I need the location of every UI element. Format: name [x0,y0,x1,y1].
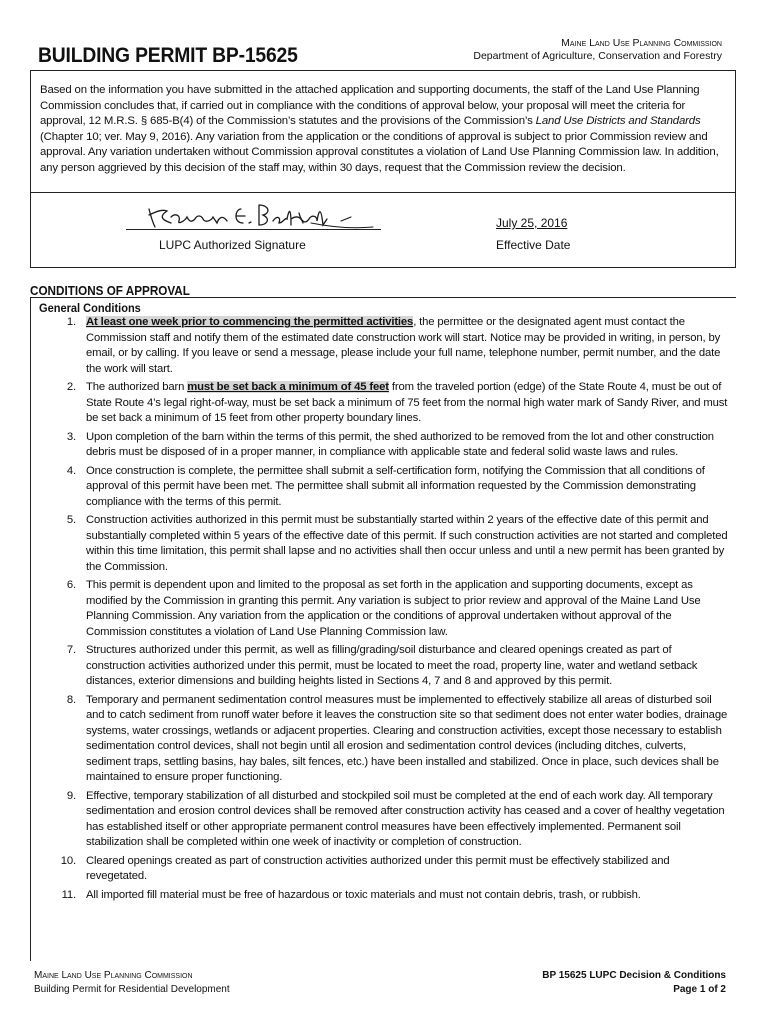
footer-subtitle: Building Permit for Residential Development [34,984,230,995]
decision-text-part: Based on the information you have submitted in the attached application and supporting documents, the staff of the Land Use Planning Commission concludes that, if carried out in compliance with the conditions of approval below, your proposal will meet the criteria for approval, 12 M.R.S. § 685-B(4) of the Commission’s statutes and the provisions of the Commission’s [40,84,700,128]
condition-item [31,693,731,786]
signature-label: LUPC Authorized Signature [159,238,306,252]
condition-number: 4. [66,464,76,477]
condition-item [31,578,731,640]
condition-item [31,888,731,904]
footer-doc-ref: BP 15625 LUPC Decision & Conditions [542,970,726,981]
condition-highlight: must be set back a minimum of 45 feet [187,381,389,393]
conditions-heading: CONDITIONS OF APPROVAL [30,283,190,298]
footer-agency: Maine Land Use Planning Commission [34,970,193,981]
condition-item [31,464,731,511]
condition-item [31,315,731,377]
condition-text: All imported fill material must be free of hazardous or toxic materials and must not contain debris, trash, or rubbish. [86,888,641,901]
condition-number: 10. [60,854,76,867]
conditions-section [30,297,736,961]
condition-text: Effective, temporary stabilization of all disturbed and stockpiled soil must be completed at the end of each work day. All temporary sedimentation and erosion control devices shall be removed after construction activity has ceased and a cover of healthy vegetation has established itself or other appropriate permanent control measures have been effectively implemented. Permanent soil stabilization shall be completed within one week of inactivity or completion of construction. [86,789,725,848]
condition-item [31,380,731,427]
condition-text: This permit is dependent upon and limited to the proposal as set forth in the application and supporting documents, except as modified by the Commission in granting this permit. Any variation is subject to prior review and approval of the Maine Land Use Planning Commission. Any variation from the application or the conditions of approval undertaken without approval of the Commission constitutes a violation of Land Use Planning Commission law. [86,579,701,638]
condition-number: 3. [66,430,76,443]
condition-number: 8. [66,693,76,706]
condition-text: Temporary and permanent sedimentation control measures must be implemented to effectively stabilize all areas of disturbed soil and to catch sediment from runoff water before it leaves the construction site so that sediment does not enter water bodies, drainage systems, water crossings, wetlands or adjacent properties. Clearing and construction activities, except those necessary to establish sedimentation control devices, shall not begin until all erosion and sedimentation control devices (including ditches, culverts, sediment traps, settling basins, hay bales, silt fences, etc.) have been installed and stabilized. Once in place, such devices shall be maintained to ensure proper functioning. [86,693,728,783]
condition-text: Cleared openings created as part of construction activities authorized under this permit must be effectively stabilized and revegetated. [86,854,670,882]
condition-number: 6. [66,579,76,591]
condition-number: 1. [66,316,76,328]
footer-left [34,969,230,997]
decision-text [40,83,730,177]
condition-text: Once construction is complete, the permittee shall submit a self-certification form, notifying the Commission that all conditions of approval of this permit have been met. The permittee shall submit all information requested by the Commission demonstrating compliance with the terms of this permit. [86,464,705,508]
condition-number: 9. [66,789,76,802]
general-conditions-heading: General Conditions [39,301,141,315]
effective-date-label: Effective Date [496,238,571,252]
condition-highlight: At least one week prior to commencing the permitted activities [86,316,414,328]
decision-box [30,70,736,268]
decision-text-part: (Chapter 10; ver. May 9, 2016). Any variation from the application or the conditions of approval is subject to prior Commission review and approval. Any variation undertaken without Commission approval constitutes a violation of Land Use Planning Commission law. In addition, any person aggrieved by this decision of the staff may, within 30 days, request that the Commission review the decision. [40,130,719,174]
condition-text: The authorized barn [86,381,188,393]
standards-title: Land Use Districts and Standards [535,115,701,128]
condition-text: Construction activities authorized in this permit must be substantially started within 2 years of the effective date of this permit and substantially completed within 5 years of the effective date of this permit. If such construction activities are not started and completed within this time limitation, this permit shall lapse and no activities shall then occur unless and until a new permit has been granted by the Commission. [86,514,728,573]
box-divider [31,192,735,193]
condition-number: 5. [66,514,76,526]
condition-number: 11. [61,888,76,901]
page-number: Page 1 of 2 [673,984,726,995]
signature-line [126,229,381,230]
condition-item [31,789,731,851]
handwritten-signature [141,197,381,233]
condition-item [31,643,731,690]
condition-item [31,854,731,885]
agency-name: Maine Land Use Planning Commission [561,37,722,49]
condition-number: 7. [66,644,76,656]
condition-text: Structures authorized under this permit, as well as filling/grading/soil disturbance and cleared openings created as part of construction activities authorized under this permit, must be located to meet the road, property line, water and wetland setback distances, exterior dimensions and building heights listed in Sections 4, 7 and 8 and approved by this permit. [86,644,698,687]
permit-title: BUILDING PERMIT BP-15625 [38,44,298,67]
condition-text: from the traveled portion (edge) of the State Route 4, must be out of State Route 4’s legal right-of-way, must be set back a minimum of 75 feet from the normal high water mark of Sandy River, and must be set back a minimum of 15 feet from other property boundary lines. [86,381,728,424]
effective-date: July 25, 2016 [496,216,568,230]
footer-right [542,969,726,997]
department-name: Department of Agriculture, Conservation and Forestry [473,50,722,62]
condition-text: , the permittee or the designated agent must contact the Commission staff and notify them of the estimated date construction work will start. Notice may be provided in writing, in person, by email, or by calling. If you leave or send a message, please include your full name, telephone number, permit number, and the date the work will start. [86,316,721,375]
agency-header [473,37,722,63]
conditions-list [31,315,731,906]
condition-item [31,513,731,575]
condition-item [31,430,731,461]
condition-number: 2. [66,381,76,393]
condition-text: Upon completion of the barn within the terms of this permit, the shed authorized to be removed from the lot and other construction debris must be disposed of in a proper manner, in compliance with applicable state and federal solid waste laws and rules. [86,430,714,458]
